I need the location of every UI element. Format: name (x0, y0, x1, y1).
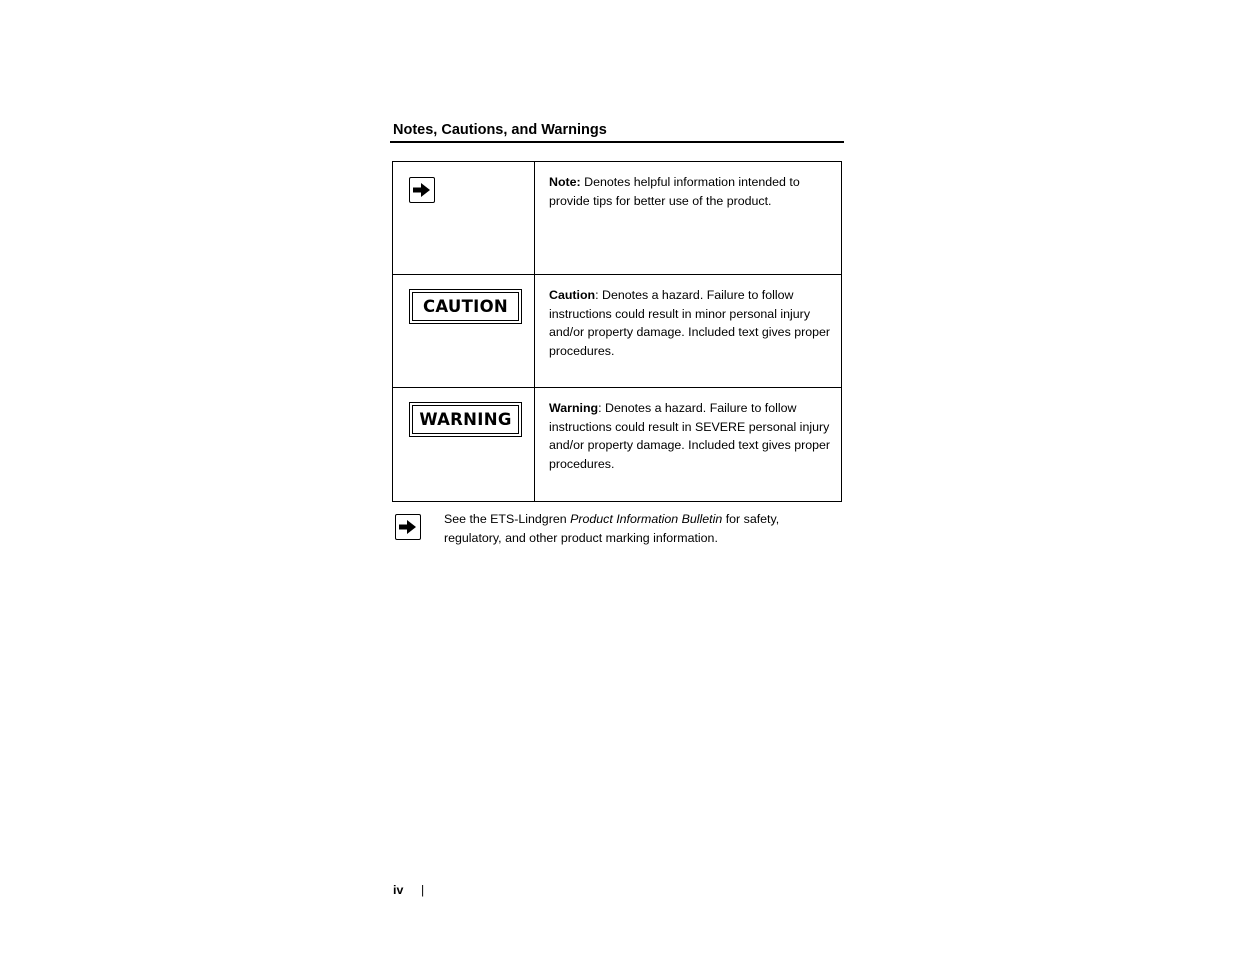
description-cell (535, 162, 842, 275)
description-cell (535, 388, 842, 502)
arrow-icon (395, 514, 421, 540)
warning-text: : Denotes a hazard. Failure to follow instructions could result in SEVERE personal injury and/or property damage. Included text gives proper procedures. (549, 401, 831, 472)
symbol-cell (393, 162, 535, 275)
symbol-table (392, 161, 842, 502)
description-cell (535, 275, 842, 388)
note-text: Denotes helpful information intended to provide tips for better use of the product. (549, 175, 800, 208)
page-title: Notes, Cautions, and Warnings (393, 122, 607, 138)
footnote-bulletin-title: Product Information Bulletin (570, 512, 723, 526)
caution-label (409, 289, 522, 324)
page-footer (393, 883, 425, 897)
note-description (535, 162, 841, 210)
caution-term: Caution (549, 288, 596, 302)
page-number: iv (393, 883, 404, 897)
table-row (393, 162, 842, 275)
footnote-text-after: for safety, regulatory, and other product marking information. (444, 512, 780, 545)
arrow-icon (409, 177, 435, 203)
symbol-cell (393, 275, 535, 388)
footer-separator: | (421, 883, 425, 897)
caution-description (535, 275, 841, 361)
caution-text: : Denotes a hazard. Failure to follow instructions could result in minor personal injury and/or property damage. Included text gives proper procedures. (549, 288, 831, 359)
warning-label-text: WARNING (412, 405, 519, 434)
title-divider (390, 141, 844, 143)
table-row (393, 275, 842, 388)
warning-description (535, 388, 841, 474)
note-term: Note: (549, 175, 581, 189)
footnote-text-before: See the ETS-Lindgren (444, 512, 571, 526)
warning-label (409, 402, 522, 437)
footnote-text (444, 510, 824, 547)
warning-term: Warning (549, 401, 599, 415)
symbol-cell (393, 388, 535, 502)
table-row (393, 388, 842, 502)
caution-label-text: CAUTION (412, 292, 519, 321)
